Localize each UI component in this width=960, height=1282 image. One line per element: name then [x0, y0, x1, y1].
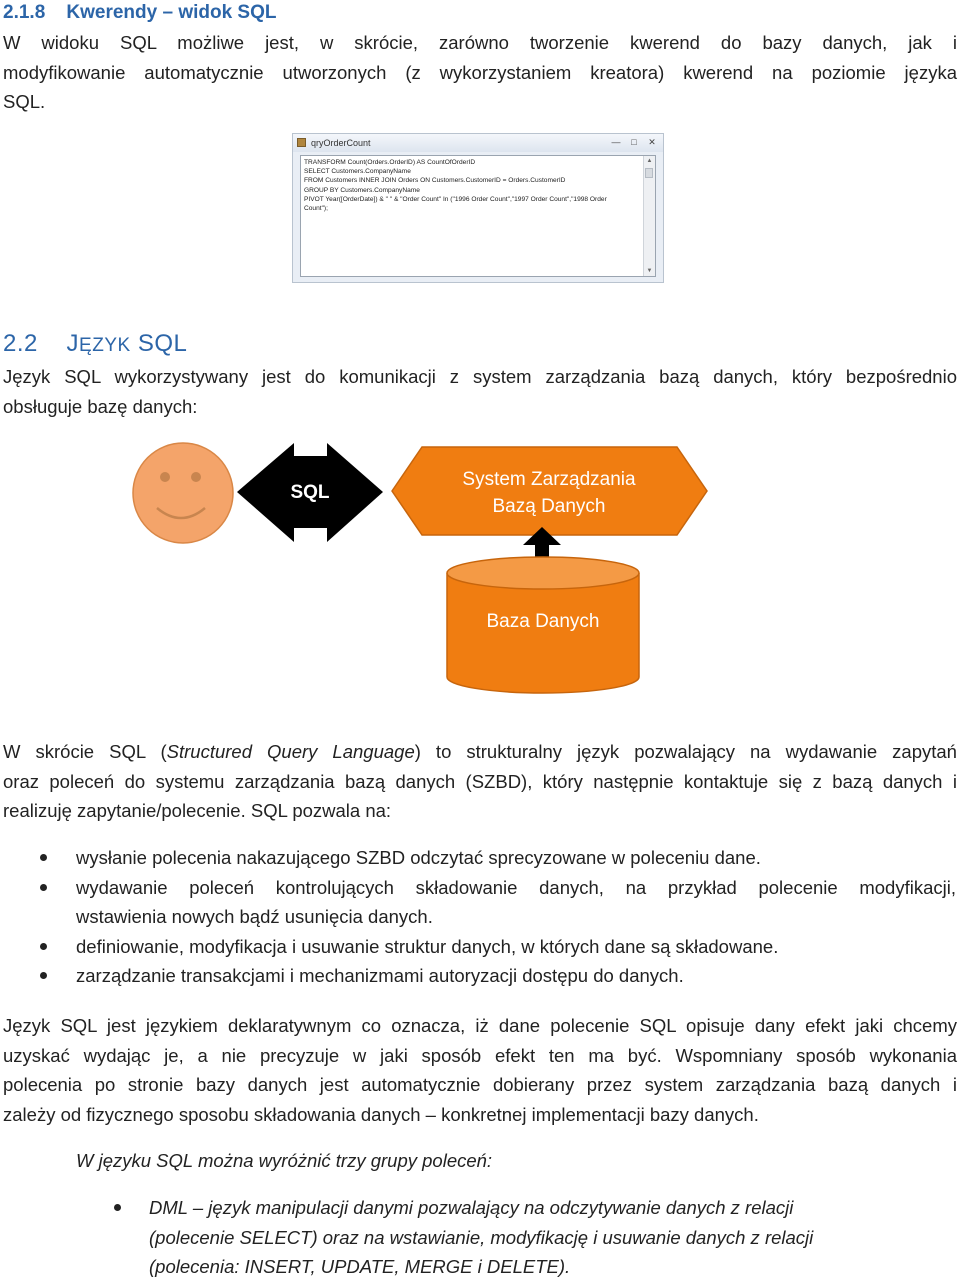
list-item-text: DML – język manipulacji danymi pozwalający na odczytywanie danych z relacji — [149, 1197, 794, 1218]
bullet-icon — [40, 972, 47, 979]
italic-term: Structured Query Language — [166, 741, 415, 762]
minimize-icon[interactable]: — — [611, 137, 621, 147]
list-item — [0, 843, 956, 873]
close-icon[interactable]: ✕ — [648, 137, 656, 147]
bullet-icon — [40, 854, 47, 861]
paragraph-line: W widoku SQL możliwe jest, w skrócie, zarówno tworzenie kwerend do bazy danych, jak i — [3, 32, 957, 53]
sql-diagram — [0, 435, 960, 710]
dml-list — [0, 1193, 960, 1282]
declarative-paragraph — [3, 1011, 957, 1129]
section-number: 2.2 — [3, 330, 38, 357]
list-item-text: wstawienia nowych bądź usunięcia danych. — [76, 906, 433, 927]
vertical-scrollbar[interactable] — [643, 156, 655, 276]
arrow-label: SQL — [290, 482, 330, 503]
sql-intro-paragraph — [3, 362, 957, 421]
dbms-box — [392, 447, 707, 535]
section-heading-2-2 — [3, 327, 187, 363]
paragraph-line: realizuję zapytanie/polecenie. SQL pozwala na: — [3, 800, 392, 821]
bullet-icon — [114, 1204, 121, 1211]
window-title: qryOrderCount — [311, 138, 371, 148]
dbms-label-line1: System Zarządzania — [462, 469, 636, 490]
bullet-icon — [40, 943, 47, 950]
title-smallcaps: ĘZYK — [79, 335, 131, 356]
paragraph-line: uzyskać wydając je, a nie precyzuje w jaki sposób efekt ten ma być. Wspomniany sposób wykonania — [3, 1044, 957, 1066]
list-item — [0, 932, 956, 962]
list-item — [0, 873, 956, 932]
database-cylinder — [447, 557, 639, 693]
sql-line: TRANSFORM Count(Orders.OrderID) AS CountOfOrderID — [304, 159, 476, 166]
section-heading-2-1-8 — [3, 0, 277, 26]
sql-double-arrow — [237, 443, 383, 542]
paragraph-line: zależy od fizycznego sposobu składowania danych – konkretnej implementacji bazy danych. — [3, 1103, 759, 1125]
text-run: ) to strukturalny język pozwalający na wydawanie zapytań — [414, 741, 957, 762]
sql-line: PIVOT Year([OrderDate]) & " " & "Order Count" In ("1996 Order Count","1997 Order Count","1998 Order — [304, 195, 607, 203]
sql-line: SELECT Customers.CompanyName — [304, 168, 411, 176]
list-item-text: (polecenie SELECT) oraz na wstawianie, modyfikację i usuwanie danych z relacji — [149, 1226, 814, 1248]
database-label: Baza Danych — [486, 611, 600, 632]
sql-line: Count"); — [304, 205, 328, 213]
capabilities-list — [0, 843, 960, 991]
list-item-text: wydawanie poleceń kontrolujących składowanie danych, na przykład polecenie modyfikacji, — [76, 876, 956, 898]
paragraph-line: oraz poleceń do systemu zarządzania bazą danych (SZBD), który następnie kontaktuje się z bazą danych i — [3, 770, 957, 792]
text-run: W skrócie SQL ( — [3, 741, 167, 762]
query-window-screenshot — [292, 133, 664, 283]
window-titlebar — [293, 134, 663, 152]
paragraph-line — [3, 737, 957, 767]
sql-line: FROM Customers INNER JOIN Orders ON Customers.CustomerID = Orders.CustomerID — [304, 177, 566, 185]
list-item-text: definiowanie, modyfikacja i usuwanie struktur danych, w których dane są składowane. — [76, 935, 779, 957]
user-face-icon — [133, 443, 233, 543]
sql-editor[interactable] — [300, 155, 656, 277]
list-item — [0, 961, 956, 991]
paragraph-line: SQL. — [3, 91, 46, 112]
paragraph-line: modyfikowanie automatycznie utworzonych (z wykorzystaniem kreatora) kwerend na poziomie języka — [3, 61, 957, 83]
paragraph-line: obsługuje bazę danych: — [3, 395, 198, 417]
sql-line: GROUP BY Customers.CompanyName — [304, 186, 420, 194]
scroll-thumb[interactable] — [645, 168, 653, 178]
section-title: Kwerendy – widok SQL — [66, 2, 277, 23]
list-item-text: zarządzanie transakcjami i mechanizmami autoryzacji dostępu do danych. — [76, 965, 684, 986]
paragraph-line: Język SQL jest językiem deklaratywnym co oznacza, iż dane polecenie SQL opisuje dany efekt jaki chcemy — [3, 1015, 957, 1036]
bullet-icon — [40, 884, 47, 891]
list-item — [0, 1193, 960, 1282]
command-groups-intro: W języku SQL można wyróżnić trzy grupy poleceń: — [76, 1150, 493, 1171]
list-item-text: wysłanie polecenia nakazującego SZBD odczytać sprecyzowane w poleceniu dane. — [76, 847, 761, 868]
section-number: 2.1.8 — [3, 2, 46, 23]
query-icon — [297, 138, 306, 147]
scroll-up-icon[interactable]: ▲ — [646, 158, 653, 164]
scroll-down-icon[interactable]: ▼ — [646, 268, 653, 274]
sql-text — [304, 158, 639, 213]
title-sql: SQL — [137, 330, 188, 357]
list-item-text: (polecenia: INSERT, UPDATE, MERGE i DELETE). — [149, 1256, 571, 1277]
sql-definition-paragraph — [3, 737, 957, 826]
title-capital: J — [66, 330, 80, 357]
intro-paragraph — [3, 28, 957, 117]
paragraph-line: polecenia po stronie bazy danych jest automatycznie dobierany przez system zarządzania bazą danych i — [3, 1074, 957, 1095]
maximize-icon[interactable]: □ — [631, 137, 637, 147]
dbms-label-line2: Bazą Danych — [492, 496, 606, 517]
paragraph-line: Język SQL wykorzystywany jest do komunikacji z system zarządzania bazą danych, który bezpośrednio — [3, 366, 957, 387]
